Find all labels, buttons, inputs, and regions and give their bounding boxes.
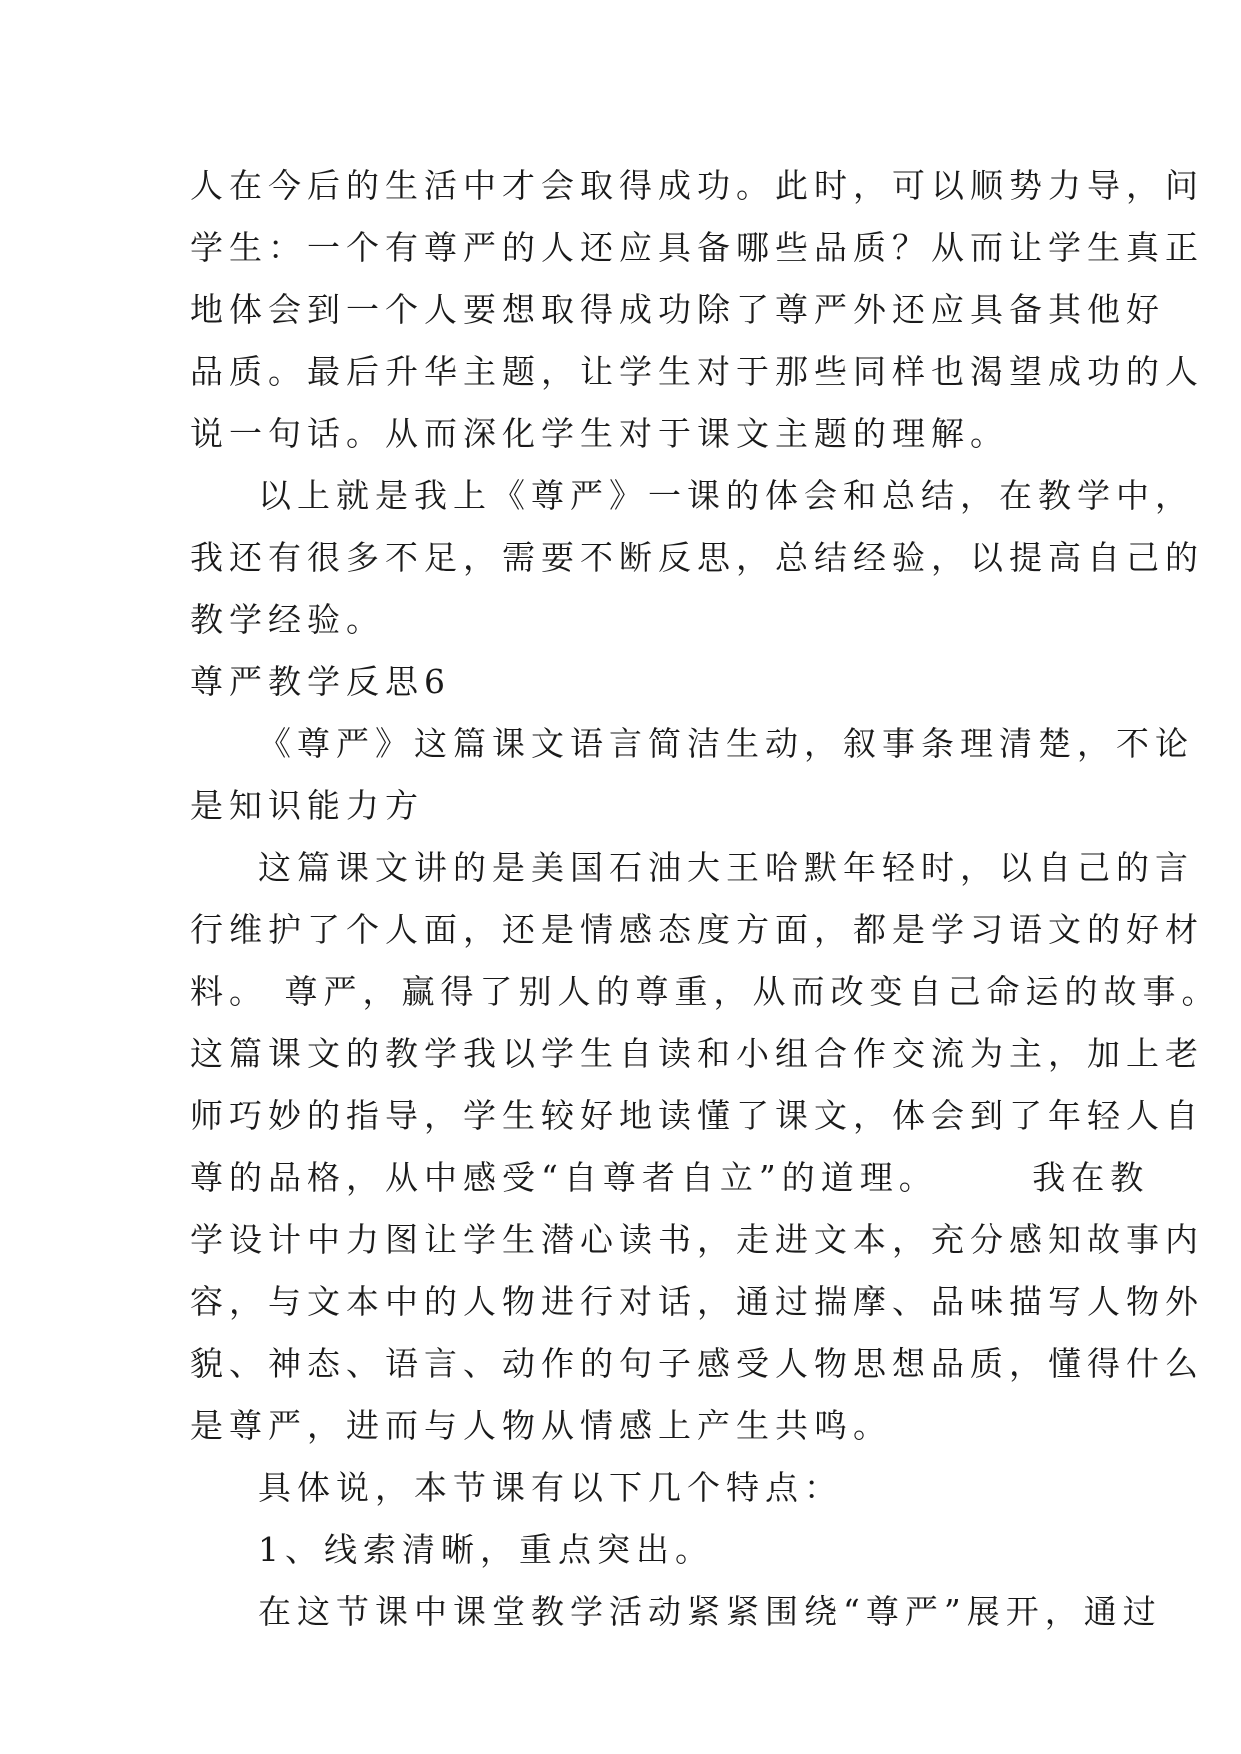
text-line: 地体会到一个人要想取得成功除了尊严外还应具备其他好 bbox=[190, 290, 1165, 329]
text-line: 品质。最后升华主题，让学生对于那些同样也渴望成功的人 bbox=[190, 352, 1204, 391]
text-line: 尊的品格，从中感受“自尊者自立”的道理。 我在教 bbox=[190, 1158, 1150, 1197]
text-line: 人在今后的生活中才会取得成功。此时，可以顺势力导，问 bbox=[190, 166, 1204, 205]
text-line: 是尊严，进而与人物从情感上产生共鸣。 bbox=[190, 1406, 892, 1445]
document-body bbox=[190, 155, 1221, 1643]
text-line: 是知识能力方 bbox=[190, 786, 424, 825]
text-line: 教学经验。 bbox=[190, 600, 385, 639]
text-line: 说一句话。从而深化学生对于课文主题的理解。 bbox=[190, 414, 1009, 453]
text-line: 貌、神态、语言、动作的句子感受人物思想品质，懂得什么 bbox=[190, 1344, 1204, 1383]
text-line: 这篇课文的教学我以学生自读和小组合作交流为主，加上老 bbox=[190, 1034, 1204, 1073]
text-line: 我还有很多不足，需要不断反思，总结经验，以提高自己的 bbox=[190, 538, 1204, 577]
text-line: 行维护了个人面，还是情感态度方面，都是学习语文的好材 bbox=[190, 910, 1204, 949]
text-line: 学生：一个有尊严的人还应具备哪些品质？从而让学生真正 bbox=[190, 228, 1204, 267]
text-line: 具体说，本节课有以下几个特点： bbox=[258, 1468, 843, 1507]
section-heading: 尊严教学反思6 bbox=[190, 662, 451, 701]
text-line: 容，与文本中的人物进行对话，通过揣摩、品味描写人物外 bbox=[190, 1282, 1204, 1321]
text-line: 在这节课中课堂教学活动紧紧围绕“尊严”展开，通过 bbox=[258, 1592, 1162, 1631]
text-line: 这篇课文讲的是美国石油大王哈默年轻时，以自己的言 bbox=[258, 848, 1194, 887]
text-line: 师巧妙的指导，学生较好地读懂了课文，体会到了年轻人自 bbox=[190, 1096, 1204, 1135]
list-item: 1、线索清晰，重点突出。 bbox=[258, 1530, 714, 1569]
text-line: 学设计中力图让学生潜心读书，走进文本，充分感知故事内 bbox=[190, 1220, 1204, 1259]
text-line: 《尊严》这篇课文语言简洁生动，叙事条理清楚，不论 bbox=[258, 724, 1194, 763]
text-line: 以上就是我上《尊严》一课的体会和总结，在教学中， bbox=[258, 476, 1194, 515]
text-line: 料。 尊严，赢得了别人的尊重，从而改变自己命运的故事。 bbox=[190, 972, 1221, 1011]
